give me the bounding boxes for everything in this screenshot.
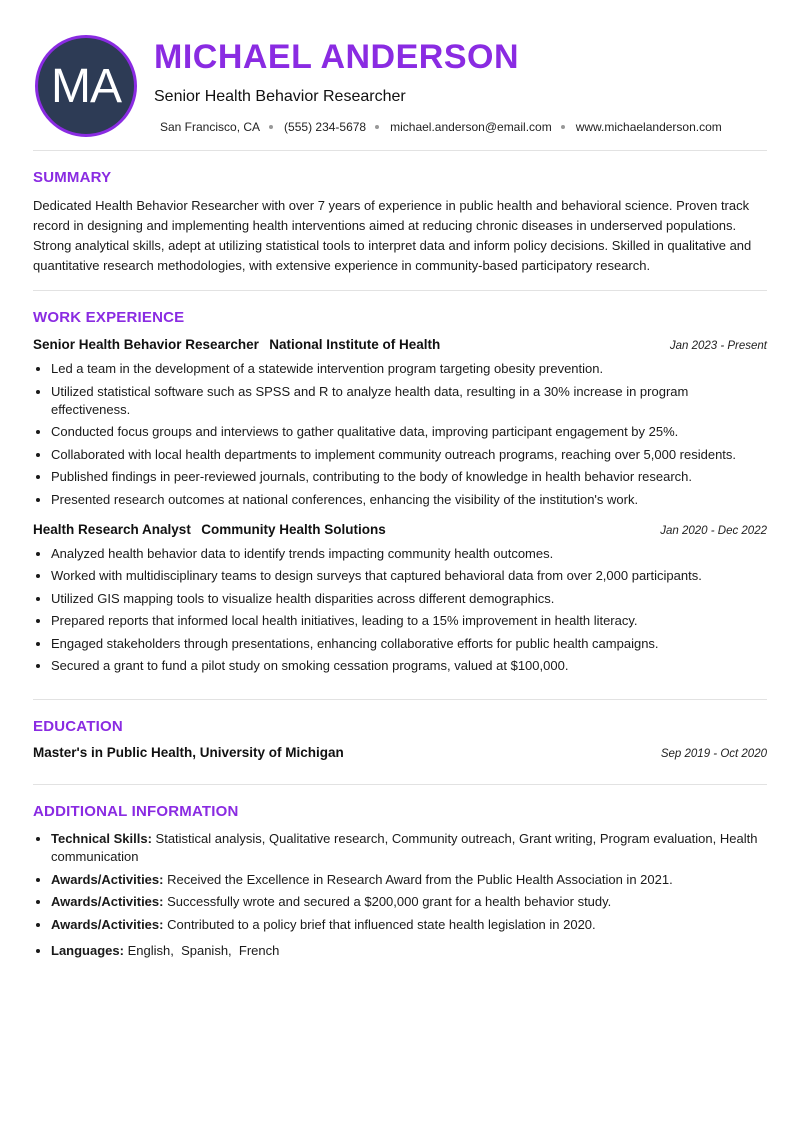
- avatar: MA: [35, 35, 137, 137]
- info-text: Statistical analysis, Qualitative research, Community outreach, Grant writing, Program evaluation, Health communication: [51, 831, 758, 864]
- additional-section: [33, 785, 767, 960]
- job-header: [33, 336, 767, 354]
- list-item: • Published findings in peer-reviewed journals, contributing to the body of knowledge in health behavior research.: [51, 468, 767, 486]
- info-text: Received the Excellence in Research Award from the Public Health Association in 2021.: [167, 871, 673, 887]
- info-text: Contributed to a policy brief that influenced state health legislation in 2020.: [167, 916, 596, 932]
- info-text: English, Spanish, French: [127, 942, 280, 958]
- info-text: Successfully wrote and secured a $200,000 grant for a health behavior study.: [167, 894, 612, 909]
- education-entry: [33, 745, 767, 760]
- job-bullets: [33, 545, 767, 676]
- list-item: • Collaborated with local health departments to implement community outreach programs, reaching over 5,000 residents.: [51, 446, 767, 464]
- list-item: • Secured a grant to fund a pilot study on smoking cessation programs, valued at $100,000.: [51, 657, 767, 675]
- summary-text: Dedicated Health Behavior Researcher with over 7 years of experience in public health and behavioral science. Proven track record in designing and implementing health interventions aimed at reducing chronic diseases in underserved populations. Strong analytical skills, adept at utilizing statistical tools to interpret data and inform policy decisions. Skilled in qualitative and quantitative research methodologies, with extensive experience in community-based participatory research.: [33, 198, 752, 273]
- job-header: [33, 521, 767, 539]
- experience-section: [33, 291, 767, 675]
- education-degree: Master's in Public Health, University of Michigan: [33, 745, 344, 760]
- job-date: Jan 2023 - Present: [669, 340, 767, 352]
- list-item: • Worked with multidisciplinary teams to design surveys that captured behavioral data from over 2,000 participants.: [51, 567, 767, 585]
- job-company: National Institute of Health: [269, 337, 441, 352]
- list-item: • Led a team in the development of a statewide intervention program targeting obesity prevention.: [51, 360, 767, 378]
- section-heading-summary: SUMMARY: [33, 169, 112, 186]
- list-item: • Engaged stakeholders through presentations, enhancing collaborative efforts for public health campaigns.: [51, 635, 767, 653]
- job-company: Community Health Solutions: [201, 521, 386, 537]
- additional-list: [33, 830, 767, 960]
- list-item: • Utilized GIS mapping tools to visualize health disparities across different demographics.: [51, 590, 767, 608]
- job-heading: [33, 521, 386, 539]
- list-item: [51, 893, 767, 911]
- contact-email[interactable]: michael.anderson@email.com: [390, 120, 552, 134]
- job-bullets: [33, 360, 767, 509]
- education-section: [33, 700, 767, 760]
- list-item: • Prepared reports that informed local health initiatives, leading to a 15% improvement in health literacy.: [51, 612, 767, 630]
- section-heading-additional: ADDITIONAL INFORMATION: [33, 803, 239, 820]
- candidate-title: Senior Health Behavior Researcher: [154, 88, 406, 105]
- contact-location: San Francisco, CA: [160, 120, 261, 134]
- list-item: • Conducted focus groups and interviews to gather qualitative data, improving participant engagement by 25%.: [51, 423, 767, 441]
- summary-section: [33, 151, 767, 276]
- job-date: Jan 2020 - Dec 2022: [660, 524, 767, 537]
- candidate-name: MICHAEL ANDERSON: [154, 38, 520, 76]
- info-label: Awards/Activities:: [51, 916, 164, 932]
- section-heading-education: EDUCATION: [33, 718, 123, 735]
- list-item: [51, 916, 767, 934]
- list-item: [51, 830, 767, 866]
- education-date: Sep 2019 - Oct 2020: [660, 748, 767, 760]
- job-heading: [33, 336, 440, 354]
- list-item: [51, 871, 767, 889]
- separator-dot-icon: [375, 125, 379, 129]
- list-item: • Presented research outcomes at national conferences, enhancing the visibility of the institution's work.: [51, 491, 767, 509]
- list-item: • Analyzed health behavior data to identify trends impacting community health outcomes.: [51, 545, 767, 563]
- job-role: Senior Health Behavior Researcher: [33, 337, 259, 352]
- info-label: Awards/Activities:: [51, 871, 164, 887]
- info-label: Awards/Activities:: [51, 894, 164, 909]
- info-label: Languages:: [51, 942, 124, 958]
- contact-phone: (555) 234-5678: [284, 120, 367, 134]
- section-heading-experience: WORK EXPERIENCE: [33, 309, 185, 326]
- resume-header: [33, 0, 767, 150]
- info-label: Technical Skills:: [51, 831, 152, 846]
- separator-dot-icon: [269, 125, 273, 129]
- list-item: • Utilized statistical software such as SPSS and R to analyze health data, resulting in a 30% increase in program effectiveness.: [51, 383, 767, 419]
- contact-website[interactable]: www.michaelanderson.com: [575, 120, 722, 134]
- contact-bar: [160, 120, 722, 134]
- list-item: [51, 942, 767, 960]
- separator-dot-icon: [561, 125, 565, 129]
- job-role: Health Research Analyst: [33, 521, 191, 537]
